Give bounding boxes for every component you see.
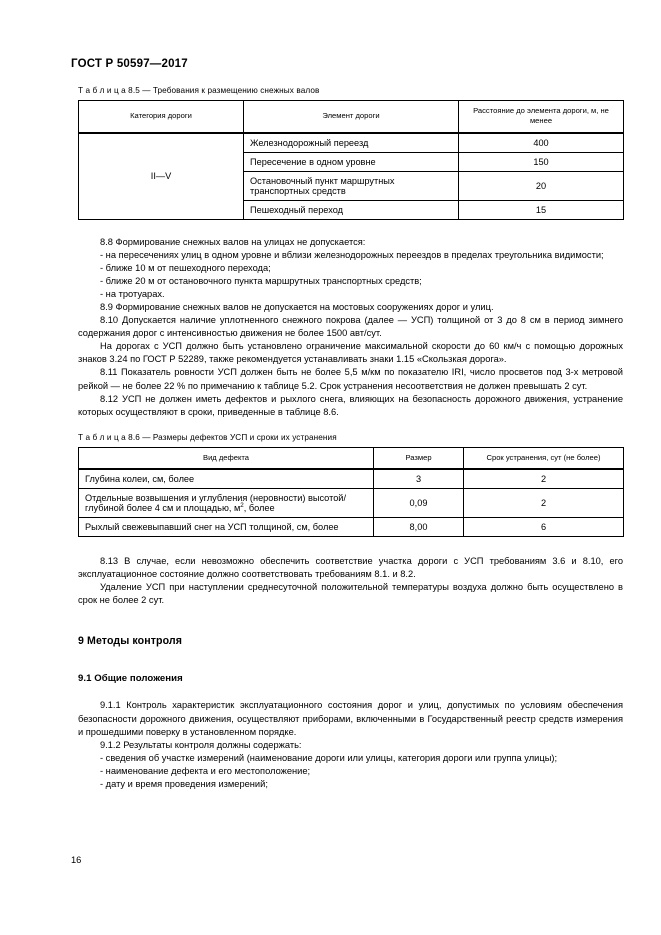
table-8-5-header-element: Элемент дороги [244, 101, 459, 133]
table-8-6-size-2: 8,00 [374, 518, 464, 537]
table-header-row [79, 101, 624, 133]
table-8-6-term-2: 6 [464, 518, 624, 537]
paragraph-8-12: 8.12 УСП не должен иметь дефектов и рыхлого снега, влияющих на безопасность дорожного движения, устранение которых осуществляют в сроки, приведенные в таблице 8.6. [78, 393, 623, 417]
table-8-6-term-1: 2 [464, 489, 624, 518]
paragraph-9-1-2-item-a: - сведения об участке измерений (наименование дороги или улицы, категория дороги или группа улицы); [100, 752, 558, 763]
table-8-6-defect-2: Рыхлый свежевыпавший снег на УСП толщиной, см, более [79, 518, 374, 537]
table-8-5-distance-2: 20 [459, 171, 624, 200]
table-header-row [79, 447, 624, 469]
paragraph-9-1-2: 9.1.2 Результаты контроля должны содержать: [100, 739, 302, 750]
paragraph-8-8-item-c: - ближе 20 м от остановочного пункта маршрутных транспортных средств; [100, 275, 422, 286]
table-8-5-element-3: Пешеходный переход [244, 200, 459, 219]
section-9-title: 9 Методы контроля [78, 635, 183, 648]
paragraph-8-11: 8.11 Показатель ровности УСП должен быть не более 5,5 м/км по показателю IRI, число просветов под 3-х метровой рейкой — не более 22 % по примечанию к таблице 5.2. Срок устранения несоответствия не должен превышать 2 сут. [78, 367, 623, 391]
paragraph-8-10-b: На дорогах с УСП должно быть установлено ограничение максимальной скорости до 60 км/ч с помощью дорожных знаков 3.24 по ГОСТ Р 52289, также рекомендуется устанавливать знаки 1.15 «Скользкая дорога». [78, 341, 623, 365]
paragraph-8-9: 8.9 Формирование снежных валов не допускается на мостовых сооружениях дорог и улиц. [100, 301, 494, 312]
table-8-6-defect-1: Отдельные возвышения и углубления (неровности) высотой/ глубиной более 4 см и площадью, $м^2$, более [79, 489, 374, 518]
table-8-6-term-0: 2 [464, 469, 624, 489]
table-8-5-category-cell: II—V [79, 133, 244, 220]
table-row [79, 133, 624, 153]
paragraph-8-8: 8.8 Формирование снежных валов на улицах не допускается: [100, 236, 366, 247]
paragraph-8-8-item-d: - на тротуарах. [100, 288, 165, 299]
paragraph-8-13-b: Удаление УСП при наступлении среднесуточной положительной температуры воздуха должно быть осуществлено в срок не более 2 сут. [78, 582, 623, 606]
paragraph-9-1-1: 9.1.1 Контроль характеристик эксплуатационного состояния дорог и улиц, допустимых по условиям обеспечения безопасности дорожного движения, осуществляют приборами, включенными в Государственный реестр средств измерения и прошедшими поверку в установленном порядке. [78, 700, 623, 737]
table-8-6-size-1: 0,09 [374, 489, 464, 518]
page-number: 16 [71, 855, 82, 865]
paragraph-8-13: 8.13 В случае, если невозможно обеспечить соответствие участка дороги с УСП требованиям 3.6 и 8.10, его эксплуатационное состояние должно соответствовать требованиям 8.1. и 8.2. [78, 556, 623, 580]
table-8-6 [78, 447, 624, 537]
paragraph-9-1-2-item-c: - дату и время проведения измерений; [100, 779, 268, 789]
paragraph-9-1-2-item-b: - наименование дефекта и его местоположение; [100, 765, 311, 776]
section-9-1-title: 9.1 Общие положения [78, 673, 183, 685]
table-row [79, 469, 624, 489]
paragraph-8-8-item-b: - ближе 10 м от пешеходного перехода; [100, 262, 271, 273]
page-content [78, 86, 623, 791]
paragraph-8-8-item-a: - на пересечениях улиц в одном уровне и вблизи железнодорожных переездов в пределах треугольника видимости; [100, 249, 604, 260]
table-8-5-element-2: Остановочный пункт маршрутных транспортных средств [244, 171, 459, 200]
paragraph-8-10: 8.10 Допускается наличие уплотненного снежного покрова (далее — УСП) толщиной от 3 до 8 см в период зимнего содержания дорог с интенсивностью движения не более 1500 авт/сут. [78, 315, 623, 339]
table-8-5-element-0: Железнодорожный переезд [244, 133, 459, 153]
table-8-6-caption: Т а б л и ц а 8.6 — Размеры дефектов УСП и сроки их устранения [78, 432, 337, 442]
table-row [79, 489, 624, 518]
table-8-5-distance-1: 150 [459, 152, 624, 171]
table-8-6-header-term: Срок устранения, сут (не более) [464, 447, 624, 469]
table-8-5-element-1: Пересечение в одном уровне [244, 152, 459, 171]
table-8-6-size-0: 3 [374, 469, 464, 489]
standard-header: ГОСТ Р 50597—2017 [71, 58, 188, 70]
table-row [79, 518, 624, 537]
table-8-6-header-defect: Вид дефекта [79, 447, 374, 469]
table-8-5-header-distance: Расстояние до элемента дороги, м, не менее [459, 101, 624, 133]
table-8-6-header-size: Размер [374, 447, 464, 469]
table-8-5 [78, 100, 624, 220]
table-8-6-defect-0: Глубина колеи, см, более [79, 469, 374, 489]
table-8-5-distance-0: 400 [459, 133, 624, 153]
table-8-5-caption: Т а б л и ц а 8.5 — Требования к размещению снежных валов [78, 86, 320, 95]
table-8-5-header-category: Категория дороги [79, 101, 244, 133]
table-8-5-distance-3: 15 [459, 200, 624, 219]
